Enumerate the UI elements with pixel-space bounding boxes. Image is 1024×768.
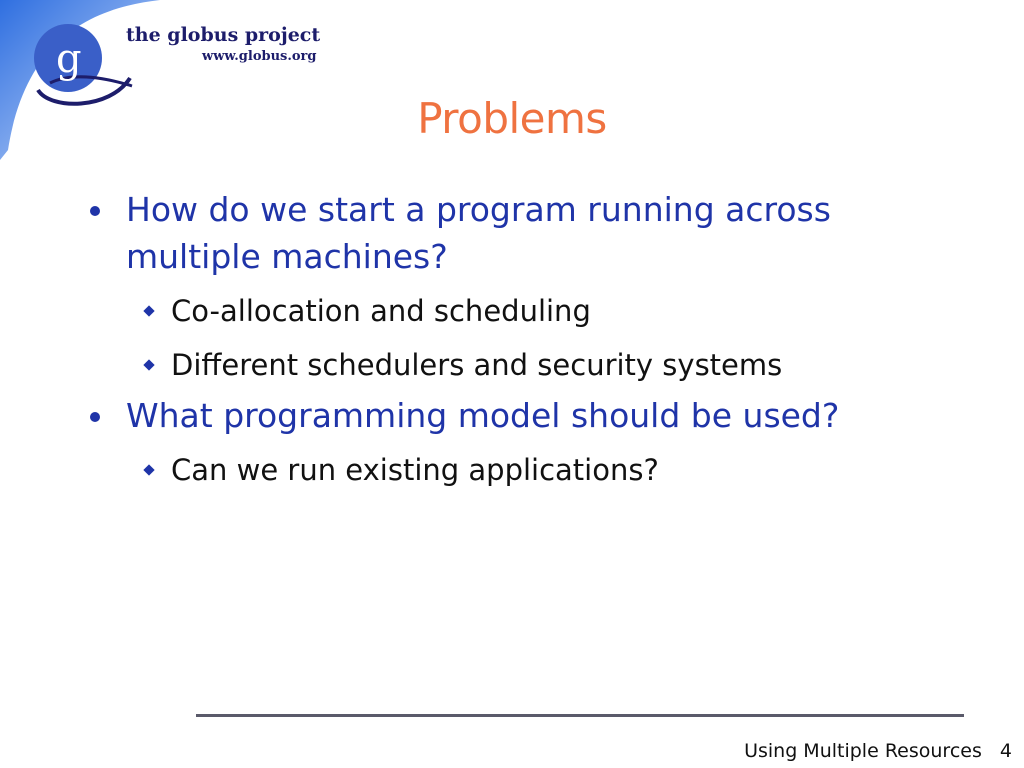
sub-bullet-item — [86, 338, 966, 392]
slide-content — [86, 186, 966, 497]
diamond-bullet-icon — [143, 359, 154, 370]
slide-title: Problems — [417, 94, 607, 143]
footer-label: Using Multiple Resources — [744, 740, 982, 762]
logo-url: www.globus.org — [202, 49, 317, 64]
sub-bullet-text: Co-allocation and scheduling — [171, 294, 591, 328]
bullet-item — [86, 186, 966, 280]
bullet-text: How do we start a program running across multiple machines? — [126, 190, 831, 276]
sub-bullet-text: Different schedulers and security systems — [171, 348, 783, 382]
round-bullet-icon — [90, 412, 100, 422]
round-bullet-icon — [90, 206, 100, 216]
bullet-item — [86, 392, 966, 439]
slide-footer — [744, 740, 1012, 762]
svg-text:g: g — [56, 36, 82, 82]
footer-divider — [196, 714, 964, 717]
sub-bullet-item — [86, 443, 966, 497]
diamond-bullet-icon — [143, 464, 154, 475]
page-number: 4 — [999, 740, 1012, 762]
sub-bullet-text: Can we run existing applications? — [171, 453, 659, 487]
diamond-bullet-icon — [143, 305, 154, 316]
logo-name: the globus project — [126, 24, 321, 46]
sub-bullet-item — [86, 284, 966, 338]
bullet-text: What programming model should be used? — [126, 396, 840, 435]
